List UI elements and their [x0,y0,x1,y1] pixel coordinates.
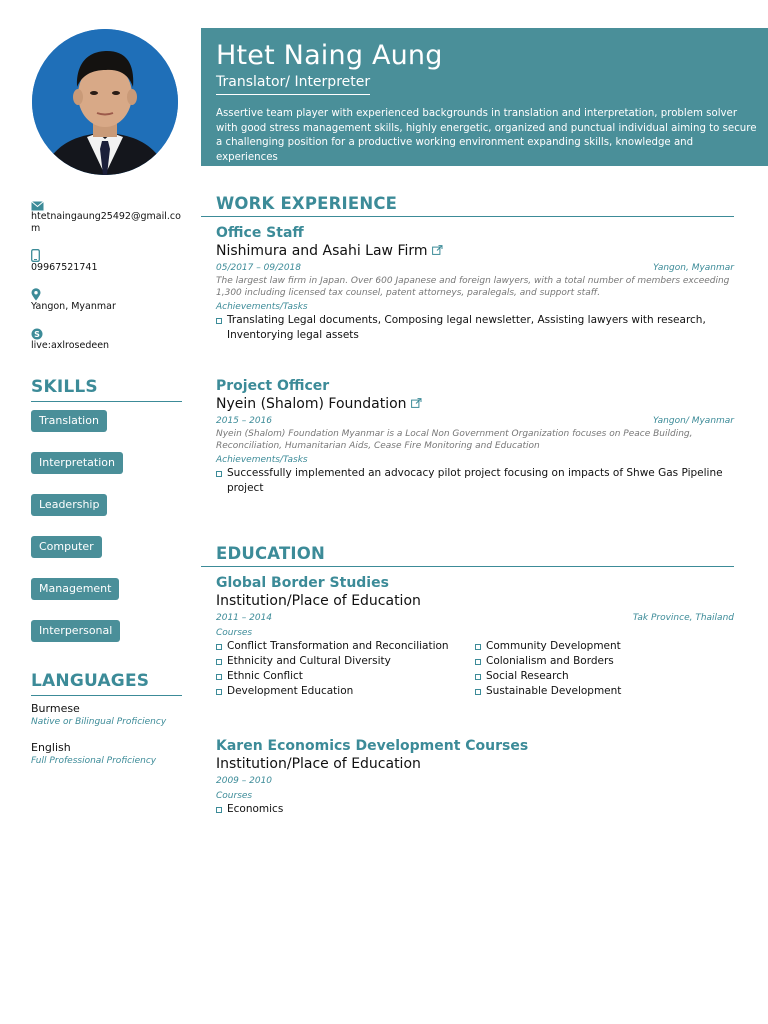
course-item: Community Development [475,639,734,654]
contact-skype-text: live:axlrosedeen [31,340,110,351]
course-item: Colonialism and Borders [475,654,734,669]
tasks-label: Achievements/Tasks [216,455,308,465]
program-dates: 2011 – 2014 [216,613,273,623]
education-heading: EDUCATION [201,544,734,567]
contact-phone-text: 09967521741 [31,262,98,273]
profile-name: Htet Naing Aung [216,40,443,71]
profile-header [201,28,768,166]
skype-icon [31,325,181,337]
courses-columns [216,639,734,699]
program-title: Karen Economics Development Courses [216,738,529,754]
courses-list-right [475,639,734,699]
course-item: Social Research [475,669,734,684]
contact-list [31,196,181,364]
courses-label: Courses [216,791,253,801]
job-location: Yangon, Myanmar [653,263,734,273]
job-title: Office Staff [216,225,304,241]
skill-tag: Computer [31,536,102,558]
employer-description: The largest law firm in Japan. Over 600 Japanese and foreign lawyers, with a total number of members exceeding 1,300 including licensed tax counsel, patent attorneys, paralegals, and support staff. [216,276,730,298]
contact-skype[interactable] [31,325,181,352]
skill-tag: Translation [31,410,107,432]
contact-location-text: Yangon, Myanmar [31,301,116,312]
program-location: Tak Province, Thailand [632,613,734,623]
job-location: Yangon/ Myanmar [653,416,734,426]
course-item: Ethnic Conflict [216,669,475,684]
education-entry [216,575,734,699]
external-link-icon[interactable] [432,242,443,260]
course-item: Development Education [216,684,475,699]
work-entry [216,225,734,343]
tasks-list [216,313,734,343]
language-item [31,741,191,767]
course-item: Economics [216,802,734,817]
skill-tag: Management [31,578,119,600]
skill-tag: Interpersonal [31,620,120,642]
contact-email[interactable] [31,196,181,235]
language-name: English [31,741,71,754]
job-dates: 2015 – 2016 [216,416,273,426]
skill-tag: Leadership [31,494,107,516]
education-entry [216,738,734,817]
skill-tag: Interpretation [31,452,123,474]
course-item: Conflict Transformation and Reconciliation [216,639,475,654]
skills-heading: SKILLS [31,377,182,402]
list-item: Translating Legal documents, Composing legal newsletter, Assisting lawyers with research, Inventorying legal assets [216,313,734,343]
email-icon [31,196,181,208]
course-item: Ethnicity and Cultural Diversity [216,654,475,669]
courses-label: Courses [216,628,253,638]
profile-role: Translator/ Interpreter [216,74,370,95]
institution: Institution/Place of Education [216,756,421,772]
contact-email-text: htetnaingaung25492@gmail.com [31,211,181,234]
work-experience-heading: WORK EXPERIENCE [201,194,734,217]
program-dates: 2009 – 2010 [216,776,273,786]
job-title: Project Officer [216,378,330,394]
work-entry [216,378,734,496]
program-meta [216,775,734,788]
language-name: Burmese [31,702,80,715]
svg-text:S: S [34,330,40,339]
profile-photo [32,29,178,175]
program-title: Global Border Studies [216,575,389,591]
list-item: Successfully implemented an advocacy pilot project focusing on impacts of Shwe Gas Pipeline project [216,466,734,496]
languages-list [31,702,191,780]
location-icon [31,286,181,298]
external-link-icon[interactable] [411,395,422,413]
job-meta [216,262,734,275]
employer[interactable] [216,395,734,413]
tasks-label: Achievements/Tasks [216,302,308,312]
profile-summary: Assertive team player with experienced backgrounds in translation and interpretation, problem solver with good stress management skills, highly energetic, organized and punctual individual aiming to secure a challenging position for a productive working environment expanding skills, knowledge and experiences [216,108,757,163]
language-level: Full Professional Proficiency [31,756,157,766]
contact-phone[interactable] [31,247,181,274]
courses-list-left [216,639,475,699]
job-dates: 05/2017 – 09/2018 [216,263,301,273]
courses-list [216,802,734,817]
employer-name[interactable]: Nyein (Shalom) Foundation [216,396,407,412]
contact-location [31,286,181,313]
employer-name[interactable]: Nishimura and Asahi Law Firm [216,243,428,259]
skills-list [31,410,181,662]
employer[interactable] [216,242,734,260]
languages-heading: LANGUAGES [31,671,182,696]
program-meta [216,612,734,625]
course-item: Sustainable Development [475,684,734,699]
tasks-list [216,466,734,496]
language-item [31,702,191,728]
phone-icon [31,247,181,259]
employer-description: Nyein (Shalom) Foundation Myanmar is a Local Non Government Organization focuses on Peace Building, Reconciliation, Humanitarian Aids, Cease Fire Monitoring and Education [216,429,693,451]
institution: Institution/Place of Education [216,593,421,609]
job-meta [216,415,734,428]
language-level: Native or Bilingual Proficiency [31,717,167,727]
